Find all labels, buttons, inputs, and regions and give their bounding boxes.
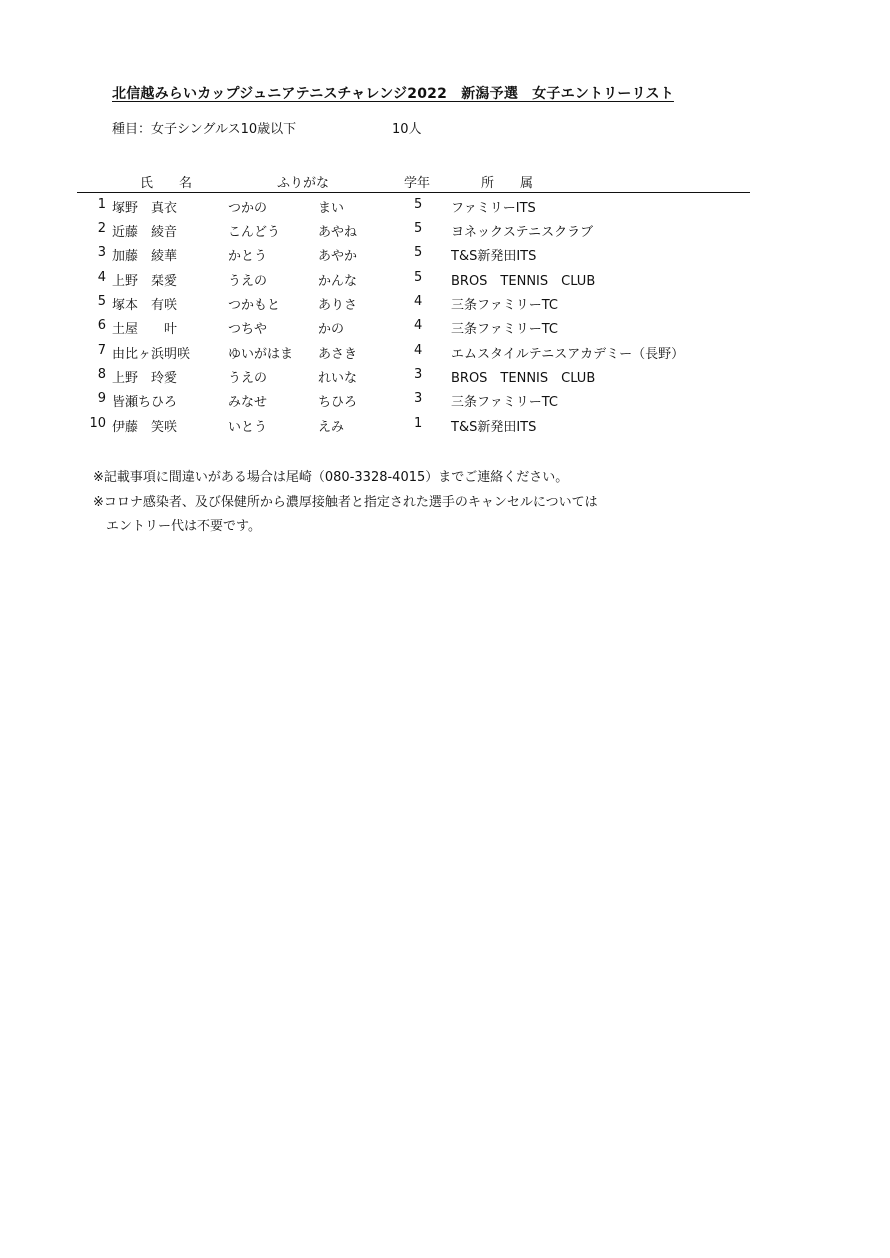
entry-kana-family: つちや bbox=[228, 322, 268, 337]
table-row bbox=[0, 367, 890, 391]
table-row bbox=[0, 294, 890, 318]
entry-club: T&S新発田ITS bbox=[451, 420, 537, 435]
entry-grade: 1 bbox=[414, 416, 423, 431]
table-row bbox=[0, 391, 890, 415]
entry-number: 6 bbox=[97, 318, 106, 333]
entry-kana-given: かんな bbox=[318, 274, 358, 289]
entry-kana-family: つかの bbox=[228, 201, 268, 216]
document-title: 北信越みらいカップジュニアテニスチャレンジ2022 新潟予選 女子エントリーリスト bbox=[112, 86, 674, 102]
entry-kana-family: こんどう bbox=[228, 225, 281, 240]
entry-kana-family: いとう bbox=[228, 420, 268, 435]
entry-grade: 5 bbox=[414, 270, 423, 285]
entry-grade: 5 bbox=[414, 245, 423, 260]
entry-name: 上野 栞愛 bbox=[112, 274, 178, 289]
entry-kana-given: まい bbox=[318, 201, 345, 216]
entry-club: 三条ファミリーTC bbox=[451, 322, 558, 337]
entry-count: 10人 bbox=[392, 122, 422, 137]
entry-name: 土屋 叶 bbox=[112, 322, 178, 337]
entry-number: 8 bbox=[97, 367, 106, 382]
entry-kana-family: うえの bbox=[228, 371, 268, 386]
header-affiliation: 所 属 bbox=[481, 176, 534, 191]
entry-club: 三条ファミリーTC bbox=[451, 395, 558, 410]
table-row bbox=[0, 221, 890, 245]
entry-grade: 3 bbox=[414, 391, 423, 406]
entry-name: 伊藤 笑咲 bbox=[112, 420, 178, 435]
entry-number: 7 bbox=[97, 343, 106, 358]
entry-grade: 4 bbox=[414, 343, 423, 358]
entry-name: 塚野 真衣 bbox=[112, 201, 178, 216]
entry-club: BROS TENNIS CLUB bbox=[451, 371, 596, 386]
entry-number: 3 bbox=[97, 245, 106, 260]
entry-kana-given: あやね bbox=[318, 225, 358, 240]
entry-kana-given: かの bbox=[318, 322, 345, 337]
note-cancellation: ※コロナ感染者、及び保健所から濃厚接触者と指定された選手のキャンセルについては bbox=[93, 495, 598, 510]
entry-kana-family: つかもと bbox=[228, 298, 281, 313]
table-row bbox=[0, 245, 890, 269]
entry-grade: 5 bbox=[414, 197, 423, 212]
entry-kana-given: あさき bbox=[318, 347, 358, 362]
entry-name: 塚本 有咲 bbox=[112, 298, 178, 313]
entry-kana-family: ゆいがはま bbox=[228, 347, 294, 362]
table-row bbox=[0, 343, 890, 367]
entry-kana-family: うえの bbox=[228, 274, 268, 289]
entry-number: 2 bbox=[97, 221, 106, 236]
event-category: 種目：女子シングルス10歳以下 bbox=[112, 122, 297, 137]
table-row bbox=[0, 416, 890, 440]
entry-kana-given: れいな bbox=[318, 371, 358, 386]
entry-number: 10 bbox=[89, 416, 106, 431]
entry-club: BROS TENNIS CLUB bbox=[451, 274, 596, 289]
entry-name: 上野 玲愛 bbox=[112, 371, 178, 386]
entry-kana-given: えみ bbox=[318, 420, 345, 435]
entry-grade: 5 bbox=[414, 221, 423, 236]
entry-kana-family: かとう bbox=[228, 249, 268, 264]
entry-name: 近藤 綾音 bbox=[112, 225, 178, 240]
note-cancellation-cont: エントリー代は不要です。 bbox=[93, 519, 261, 534]
entry-kana-given: あやか bbox=[318, 249, 358, 264]
entry-club: 三条ファミリーTC bbox=[451, 298, 558, 313]
header-name: 氏 名 bbox=[140, 176, 193, 191]
entry-number: 9 bbox=[97, 391, 106, 406]
entry-name: 由比ヶ浜明咲 bbox=[112, 347, 191, 362]
entry-grade: 3 bbox=[414, 367, 423, 382]
entry-number: 4 bbox=[97, 270, 106, 285]
header-divider bbox=[77, 192, 750, 193]
table-row bbox=[0, 197, 890, 221]
note-contact: ※記載事項に間違いがある場合は尾崎（080-3328-4015）までご連絡ください。 bbox=[93, 470, 569, 485]
table-row bbox=[0, 318, 890, 342]
entry-number: 1 bbox=[97, 197, 106, 212]
table-row bbox=[0, 270, 890, 294]
header-grade: 学年 bbox=[404, 176, 431, 191]
entry-grade: 4 bbox=[414, 318, 423, 333]
entry-name: 皆瀬ちひろ bbox=[112, 395, 178, 410]
header-furigana: ふりがな bbox=[277, 176, 330, 191]
entry-name: 加藤 綾華 bbox=[112, 249, 178, 264]
entry-kana-given: ありさ bbox=[318, 298, 358, 313]
entry-club: T&S新発田ITS bbox=[451, 249, 537, 264]
entry-kana-family: みなせ bbox=[228, 395, 268, 410]
entry-club: エムスタイルテニスアカデミー（長野） bbox=[451, 347, 685, 362]
entry-grade: 4 bbox=[414, 294, 423, 309]
entry-kana-given: ちひろ bbox=[318, 395, 358, 410]
entry-number: 5 bbox=[97, 294, 106, 309]
entry-club: ファミリーITS bbox=[451, 201, 536, 216]
entry-club: ヨネックステニスクラブ bbox=[451, 225, 594, 240]
